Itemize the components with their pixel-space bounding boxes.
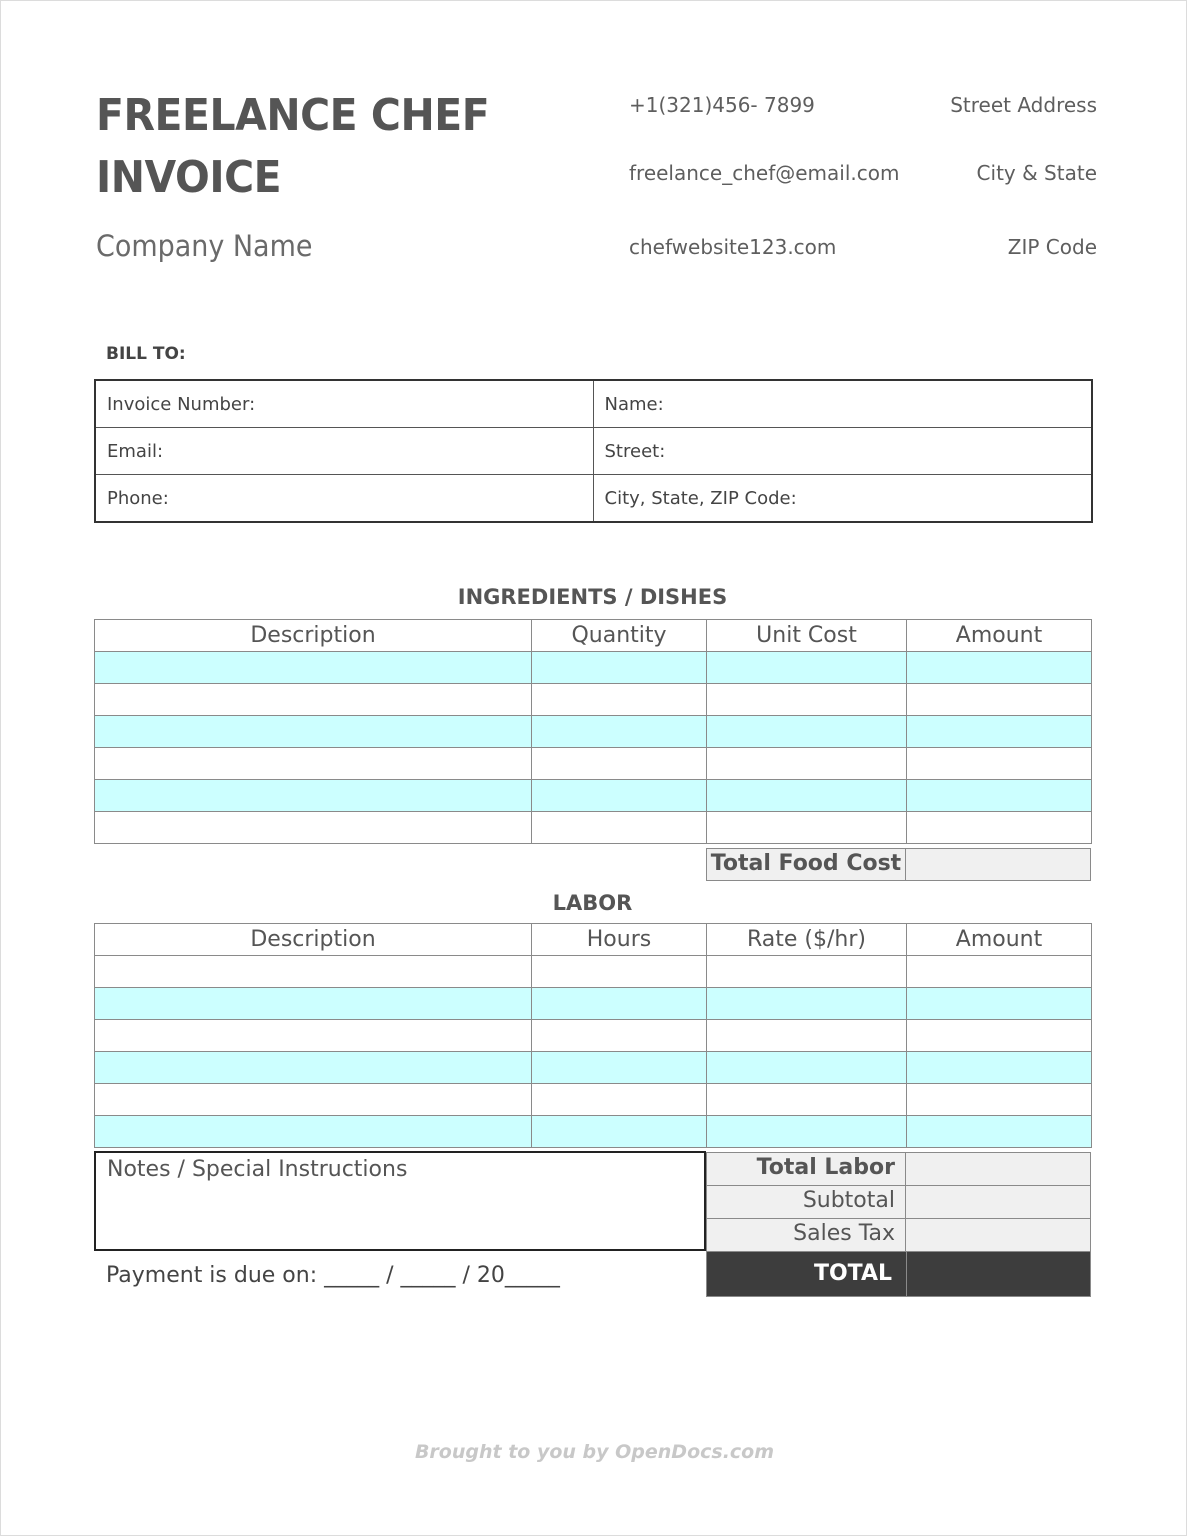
- grand-total-label: TOTAL: [813, 1261, 892, 1286]
- cell[interactable]: [907, 748, 1092, 780]
- table-header-row: [95, 924, 1092, 956]
- subtotal-label-cell: [706, 1185, 906, 1219]
- city-state-zip-field[interactable]: City, State, ZIP Code:: [593, 475, 1092, 523]
- col-hours: Hours: [532, 924, 707, 956]
- cell[interactable]: [907, 1084, 1092, 1116]
- street-address: Street Address: [950, 93, 1097, 117]
- table-row: [95, 748, 1092, 780]
- phone-number: +1(321)456- 7899: [629, 93, 815, 117]
- email-field[interactable]: Email:: [95, 428, 593, 475]
- cell[interactable]: [907, 988, 1092, 1020]
- table-row: [95, 380, 1092, 428]
- table-row: [95, 475, 1092, 523]
- email-address: freelance_chef@email.com: [629, 161, 900, 185]
- subtotal-value[interactable]: [905, 1185, 1091, 1219]
- table-row: [95, 956, 1092, 988]
- cell[interactable]: [532, 1020, 707, 1052]
- cell[interactable]: [532, 780, 707, 812]
- table-row: [95, 1020, 1092, 1052]
- cell[interactable]: [95, 652, 532, 684]
- cell[interactable]: [907, 1020, 1092, 1052]
- cell[interactable]: [95, 988, 532, 1020]
- street-field[interactable]: Street:: [593, 428, 1092, 475]
- phone-field[interactable]: Phone:: [95, 475, 593, 523]
- table-row: [95, 988, 1092, 1020]
- subtotal-label: Subtotal: [802, 1188, 895, 1213]
- notes-box[interactable]: [94, 1151, 706, 1251]
- cell[interactable]: [907, 684, 1092, 716]
- cell[interactable]: [532, 1116, 707, 1148]
- cell[interactable]: [907, 956, 1092, 988]
- total-labor-label: Total Labor: [756, 1155, 895, 1180]
- table-row: [95, 1052, 1092, 1084]
- cell[interactable]: [707, 748, 907, 780]
- cell[interactable]: [707, 988, 907, 1020]
- cell[interactable]: [95, 1084, 532, 1116]
- table-row: [95, 428, 1092, 475]
- sales-tax-label: Sales Tax: [793, 1221, 895, 1246]
- col-description: Description: [95, 620, 532, 652]
- cell[interactable]: [532, 1084, 707, 1116]
- cell[interactable]: [532, 956, 707, 988]
- title-line-1: FREELANCE CHEF: [96, 90, 490, 141]
- cell[interactable]: [907, 1052, 1092, 1084]
- cell[interactable]: [532, 748, 707, 780]
- cell[interactable]: [707, 956, 907, 988]
- website: chefwebsite123.com: [629, 235, 837, 259]
- col-quantity: Quantity: [532, 620, 707, 652]
- cell[interactable]: [907, 716, 1092, 748]
- col-description: Description: [95, 924, 532, 956]
- cell[interactable]: [95, 956, 532, 988]
- cell[interactable]: [707, 1020, 907, 1052]
- cell[interactable]: [907, 812, 1092, 844]
- table-header-row: [95, 620, 1092, 652]
- cell[interactable]: [707, 812, 907, 844]
- bill-to-table: [94, 379, 1093, 523]
- ingredients-table: [94, 619, 1092, 844]
- cell[interactable]: [95, 1052, 532, 1084]
- city-state: City & State: [976, 161, 1097, 185]
- cell[interactable]: [707, 1084, 907, 1116]
- invoice-number-field[interactable]: Invoice Number:: [95, 380, 593, 428]
- table-row: [95, 684, 1092, 716]
- col-amount: Amount: [907, 924, 1092, 956]
- total-food-cost-value[interactable]: [905, 848, 1091, 881]
- table-row: [95, 780, 1092, 812]
- cell[interactable]: [707, 1052, 907, 1084]
- col-rate: Rate ($/hr): [707, 924, 907, 956]
- cell[interactable]: [532, 684, 707, 716]
- labor-title: LABOR: [552, 891, 633, 915]
- table-row: [95, 716, 1092, 748]
- cell[interactable]: [95, 812, 532, 844]
- grand-total-bar: [706, 1251, 1091, 1297]
- cell[interactable]: [707, 652, 907, 684]
- table-row: [95, 1084, 1092, 1116]
- cell[interactable]: [95, 1020, 532, 1052]
- cell[interactable]: [532, 652, 707, 684]
- bill-to-label: BILL TO:: [106, 344, 186, 364]
- total-labor-value[interactable]: [905, 1152, 1091, 1186]
- cell[interactable]: [95, 684, 532, 716]
- cell[interactable]: [707, 1116, 907, 1148]
- cell[interactable]: [907, 1116, 1092, 1148]
- cell[interactable]: [532, 716, 707, 748]
- invoice-title: [96, 85, 489, 209]
- cell[interactable]: [95, 716, 532, 748]
- cell[interactable]: [707, 716, 907, 748]
- total-labor-label-cell: [706, 1152, 906, 1186]
- cell[interactable]: [532, 988, 707, 1020]
- notes-label: Notes / Special Instructions: [107, 1157, 408, 1182]
- table-row: [95, 812, 1092, 844]
- cell[interactable]: [907, 780, 1092, 812]
- cell[interactable]: [707, 684, 907, 716]
- grand-total-value[interactable]: [907, 1252, 1090, 1296]
- zip-code: ZIP Code: [1007, 235, 1097, 259]
- total-food-cost-label: Total Food Cost: [710, 851, 902, 876]
- grand-total-label-cell: [707, 1252, 907, 1296]
- sales-tax-label-cell: [706, 1218, 906, 1252]
- cell[interactable]: [707, 780, 907, 812]
- sales-tax-value[interactable]: [905, 1218, 1091, 1252]
- cell[interactable]: [95, 780, 532, 812]
- cell[interactable]: [532, 812, 707, 844]
- col-unit-cost: Unit Cost: [707, 620, 907, 652]
- cell[interactable]: [532, 1052, 707, 1084]
- table-row: [95, 652, 1092, 684]
- payment-due-text: Payment is due on: _____ / _____ / 20_____: [106, 1263, 560, 1288]
- cell[interactable]: [95, 1116, 532, 1148]
- title-line-2: INVOICE: [96, 152, 282, 203]
- company-name: Company Name: [96, 229, 313, 263]
- col-amount: Amount: [907, 620, 1092, 652]
- name-field[interactable]: Name:: [593, 380, 1092, 428]
- labor-table: [94, 923, 1092, 1148]
- cell[interactable]: [95, 748, 532, 780]
- ingredients-title: INGREDIENTS / DISHES: [457, 585, 728, 609]
- table-row: [95, 1116, 1092, 1148]
- cell[interactable]: [907, 652, 1092, 684]
- footer-credit: Brought to you by OpenDocs.com: [414, 1441, 775, 1463]
- total-food-cost-label-cell: [706, 848, 906, 881]
